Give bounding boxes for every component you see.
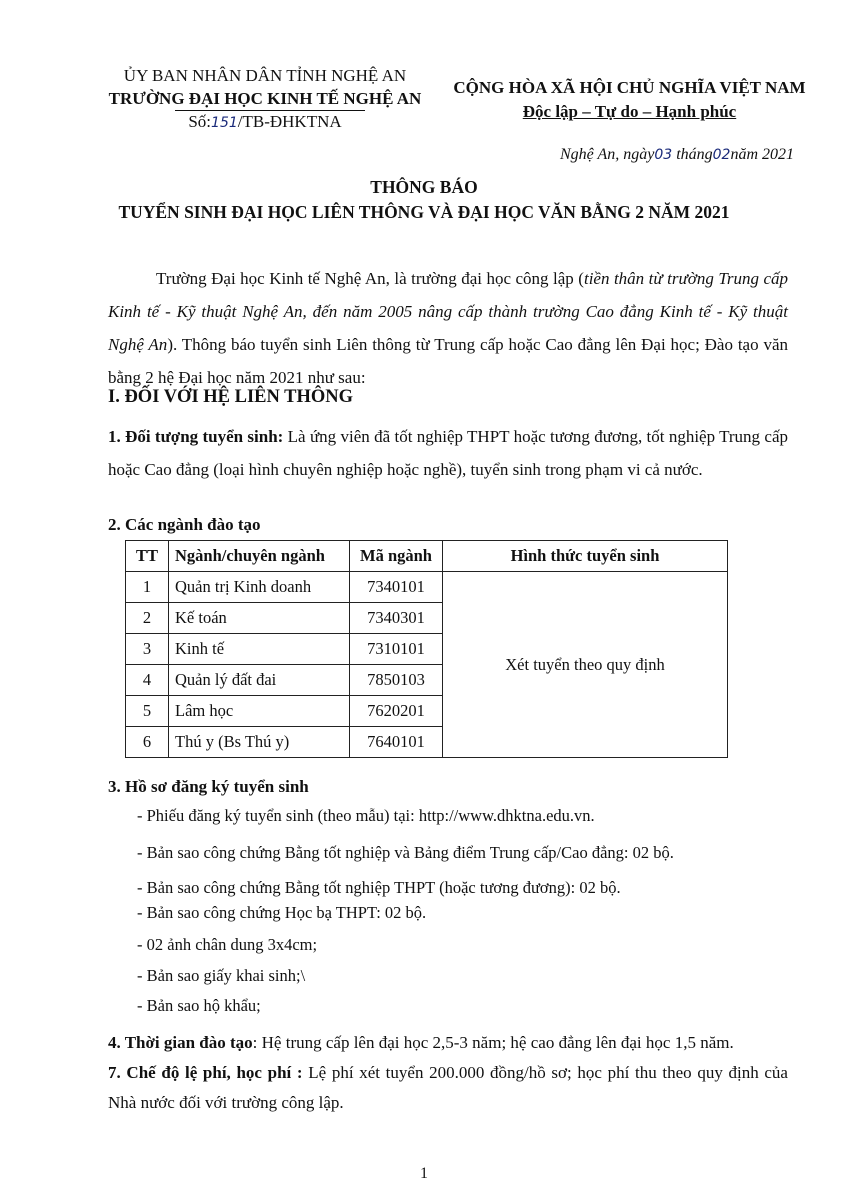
table-header-tt: TT (126, 541, 169, 572)
intro-text-a: Trường Đại học Kinh tế Nghệ An, là trường đại học công lập ( (156, 269, 584, 288)
row-major: Quản trị Kinh doanh (169, 572, 350, 603)
issuer-school: TRƯỜNG ĐẠI HỌC KINH TẾ NGHỆ AN (108, 89, 422, 108)
row-code: 7340101 (350, 572, 443, 603)
row-index: 1 (126, 572, 169, 603)
intro-text-italic: tiền thân từ trường Trung cấp Kinh tế - Kỹ thuật Nghệ An, đến năm 2005 nâng cấp thành trường Cao đẳng Kinh tế - Kỹ thuật Nghệ An (108, 269, 788, 354)
row-major: Kế toán (169, 603, 350, 634)
row-major: Kinh tế (169, 634, 350, 665)
programs-table (125, 540, 728, 758)
document-date (560, 146, 794, 164)
date-year: năm 2021 (730, 146, 795, 163)
date-month: 02 (712, 147, 731, 163)
row-code: 7620201 (350, 696, 443, 727)
item-programs-label: 2. Các ngành đào tạo (108, 515, 261, 534)
row-major: Quản lý đất đai (169, 665, 350, 696)
item-duration-label: 4. Thời gian đào tạo (108, 1033, 253, 1052)
national-motto-block (452, 76, 807, 124)
row-code: 7340301 (350, 603, 443, 634)
row-index: 4 (126, 665, 169, 696)
row-code: 7640101 (350, 727, 443, 758)
intro-text-c: ). Thông báo tuyển sinh Liên thông từ Trung cấp hoặc Cao đẳng lên Đại học; Đào tạo văn bằng 2 hệ Đại học năm 2021 như sau: (108, 335, 788, 387)
table-header-major: Ngành/chuyên ngành (169, 541, 350, 572)
row-index: 3 (126, 634, 169, 665)
list-item: - Bản sao công chứng Bằng tốt nghiệp THPT (hoặc tương đương): 02 bộ. (137, 878, 621, 897)
row-major: Lâm học (169, 696, 350, 727)
row-major: Thú y (Bs Thú y) (169, 727, 350, 758)
list-item: - Bản sao hộ khẩu; (137, 996, 261, 1015)
document-number (95, 110, 435, 135)
date-month-label: tháng (672, 146, 713, 163)
table-header-code: Mã ngành (350, 541, 443, 572)
item-fees-text: Lệ phí xét tuyển 200.000 đồng/hồ sơ; học phí thu theo quy định của Nhà nước đối với trường công lập. (108, 1063, 788, 1112)
list-item: - Bản sao công chứng Học bạ THPT: 02 bộ. (137, 903, 427, 922)
intro-paragraph (108, 262, 788, 394)
national-motto: Độc lập – Tự do – Hạnh phúc (522, 102, 737, 121)
list-item: - Phiếu đăng ký tuyển sinh (theo mẫu) tại: http://www.dhktna.edu.vn. (137, 806, 595, 825)
national-name: CỘNG HÒA XÃ HỘI CHỦ NGHĨA VIỆT NAM (453, 78, 806, 97)
item-target-label: 1. Đối tượng tuyển sinh: (108, 427, 284, 446)
table-header-row (126, 541, 728, 572)
list-item: - Bản sao công chứng Bằng tốt nghiệp và Bảng điểm Trung cấp/Cao đẳng: 02 bộ. (137, 843, 674, 862)
item-documents-label: 3. Hồ sơ đăng ký tuyển sinh (108, 777, 309, 796)
item-programs-heading (108, 508, 788, 541)
item-duration-text: : Hệ trung cấp lên đại học 2,5-3 năm; hệ cao đẳng lên đại học 1,5 năm. (252, 1033, 734, 1052)
item-target-text: Là ứng viên đã tốt nghiệp THPT hoặc tương đương, tốt nghiệp Trung cấp hoặc Cao đẳng (loại hình chuyên nghiệp hoặc nghề), tuyển sinh trong phạm vi cả nước. (108, 427, 788, 479)
list-item: - 02 ảnh chân dung 3x4cm; (137, 935, 318, 954)
issuer-authority: ỦY BAN NHÂN DÂN TỈNH NGHỆ AN (123, 66, 407, 85)
item-fees (108, 1058, 788, 1118)
table-header-method: Hình thức tuyển sinh (443, 541, 728, 572)
document-number-suffix: /TB-ĐHKTNA (237, 112, 342, 131)
date-prefix: Nghệ An, ngày (560, 146, 655, 163)
issuer-underline (175, 110, 365, 111)
list-item: - Bản sao giấy khai sinh;\ (137, 966, 306, 985)
row-index: 6 (126, 727, 169, 758)
item-training-duration (108, 1026, 788, 1059)
row-index: 2 (126, 603, 169, 634)
item-documents-heading (108, 770, 788, 803)
table-row (126, 572, 728, 603)
document-title: TUYỂN SINH ĐẠI HỌC LIÊN THÔNG VÀ ĐẠI HỌC VĂN BẰNG 2 NĂM 2021 (118, 202, 730, 222)
document-number-prefix: Số: (188, 112, 212, 131)
section-heading-lien-thong: I. ĐỐI VỚI HỆ LIÊN THÔNG (108, 387, 354, 407)
row-index: 5 (126, 696, 169, 727)
issuer-block (95, 64, 435, 135)
row-code: 7310101 (350, 634, 443, 665)
document-type: THÔNG BÁO (370, 177, 478, 197)
admission-method-cell: Xét tuyển theo quy định (443, 572, 728, 758)
item-fees-label: 7. Chế độ lệ phí, học phí : (108, 1063, 303, 1082)
item-target-applicants (108, 420, 788, 486)
date-day: 03 (654, 147, 673, 163)
row-code: 7850103 (350, 665, 443, 696)
page-number: 1 (420, 1165, 428, 1182)
document-number-handwritten: 151 (211, 115, 238, 131)
